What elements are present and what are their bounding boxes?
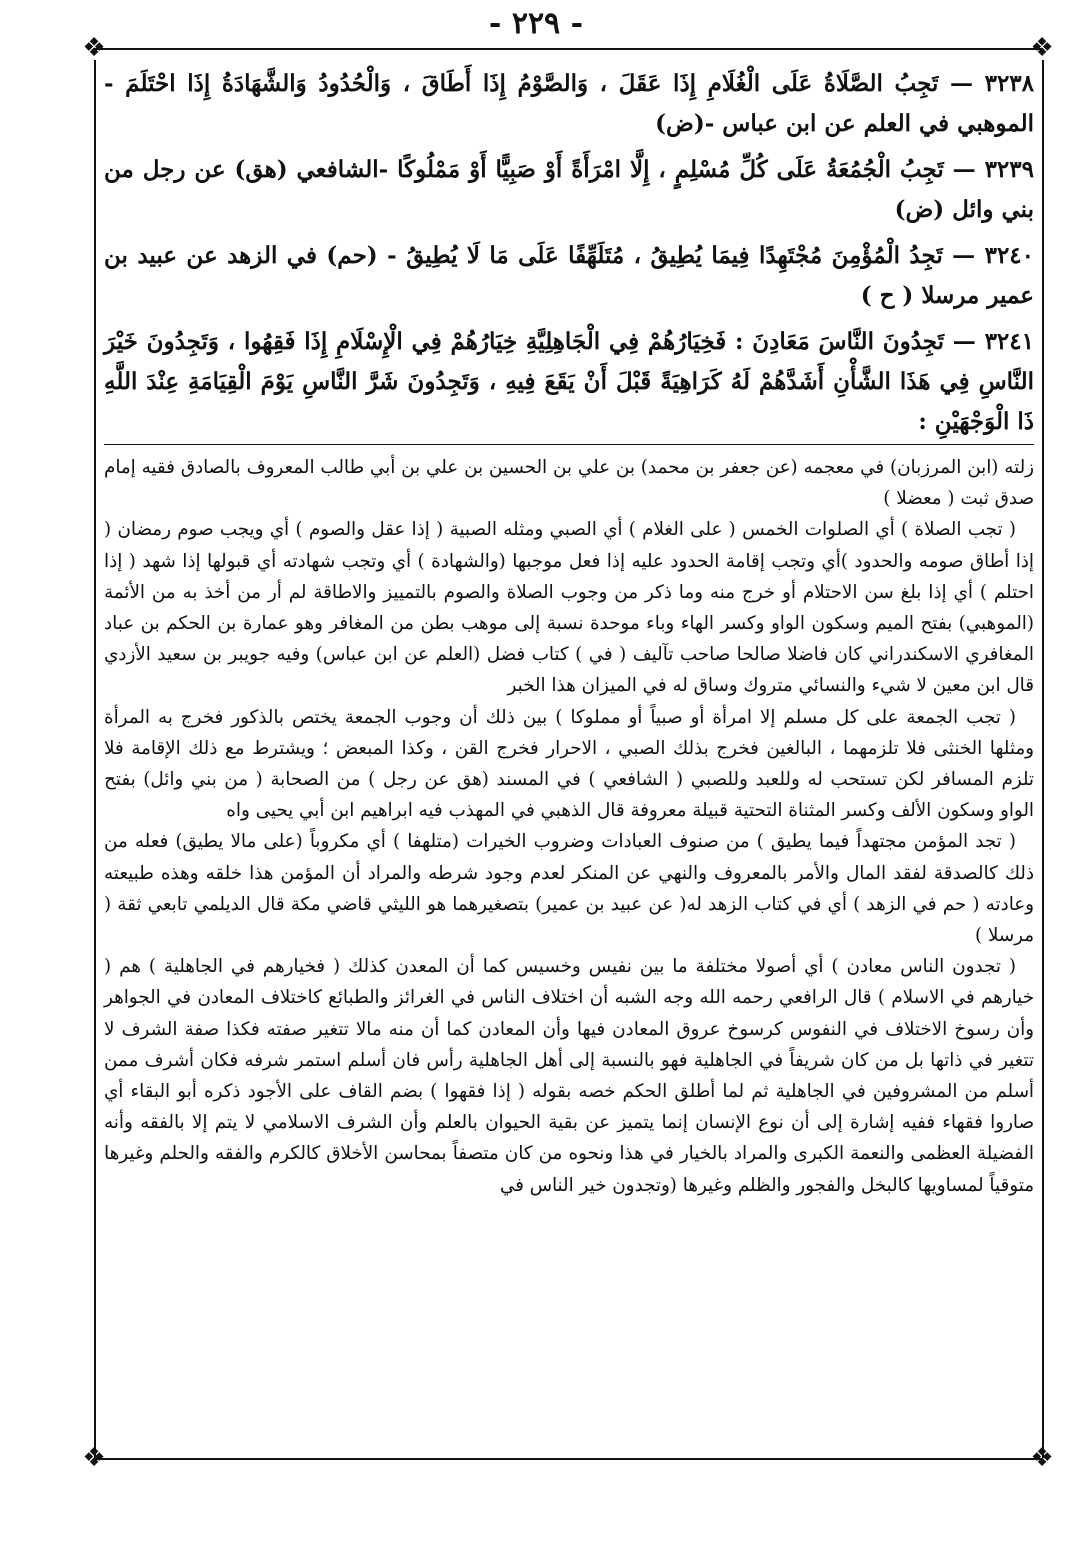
hadith-text: — تَجِبُ الصَّلَاةُ عَلَى الْغُلَامِ إِذَا عَقَلَ ، وَالصَّوْمُ إِذَا أَطَاقَ ، وَالْحُدُودُ وَالشَّهَادَةُ إِذَا احْتَلَمَ - الموهبي في العلم عن ابن عباس -(ض)	[104, 70, 1034, 137]
frame-top-border	[94, 48, 1042, 50]
frame-left-border	[94, 60, 96, 1458]
hadith-entry	[104, 64, 1034, 144]
section-divider	[104, 444, 1034, 445]
hadith-number: ٣٢٣٨	[984, 70, 1035, 97]
commentary-paragraph: ( تجدون الناس معادن ) أي أصولا مختلفة ما بين نفيس وخسيس كما أن المعدن كذلك ( فخيارهم في الجاهلية ) هم ( خيارهم في الاسلام ) قال الرافعي رحمه الله وجه الشبه أن اختلاف الناس في الغرائز والطبائع كاختلاف المعادن في الجواهر وأن رسوخ الاختلاف في النفوس كرسوخ عروق المعادن فيها وأن المعادن كما أن منه مالا تتغير صفته فكذا صفة الشرف لا تتغير في ذاتها بل من كان شريفاً في الجاهلية فهو بالنسبة إلى أهل الجاهلية رأس فان أسلم استمر شرفه فكان أشرف ممن أسلم من المشروفين في الجاهلية ثم لما أطلق الحكم خصه بقوله ( إذا فقهوا ) بضم القاف على الأجود ذكره أبو البقاء أي صاروا فقهاء ففيه إشارة إلى أن نوع الإنسان إنما يتميز عن بقية الحيوان بالعلم وأن الشرف الاسلامي لا يتم إلا بالفقه وأنه الفضيلة العظمى والنعمة الكبرى والمراد بالخيار في هذا ونحوه من كان متصفاً بمحاسن الأخلاق كالكرم والفقه والحلم وغيرها متوقياً لمساويها كالبخل والفجور والظلم وغيرها (وتجدون خير الناس في	[104, 956, 1034, 1196]
commentary-paragraph: ( تجب الصلاة ) أي الصلوات الخمس ( على الغلام ) أي الصبي ومثله الصبية ( إذا عقل والصوم ) أي ويجب صوم رمضان ( إذا أطاق صومه والحدود )أي وتجب إقامة الحدود عليه إذا فعل موجبها (والشهادة ) أي وتجب شهادته أي قبولها إذا شهد ( إذا احتلم ) أي إذا بلغ سن الاحتلام أو خرج منه وما ذكر من وجوب الصلاة والصوم بالتمييز والاطاقة لم أر من أخذ به من الأئمة (الموهبي) بفتح الميم وسكون الواو وكسر الهاء وباء موحدة نسبة إلى موهب بطن من المغافر وهو عمارة بن الحكم بن عباد المغافري الاسكندراني كان فاضلا صالحا صاحب تآليف ( في ) كتاب فضل (العلم عن ابن عباس) وفيه جويبر بن سعيد الأزدي قال ابن معين لا شيء والنسائي متروك وساق له في الميزان هذا الخبر	[104, 519, 1034, 697]
hadith-number: ٣٢٤١	[984, 328, 1034, 355]
frame-right-border	[1042, 60, 1044, 1458]
corner-ornament-icon: ❖	[1030, 1443, 1054, 1473]
hadith-text: — تَجِبُ الْجُمُعَةُ عَلَى كُلِّ مُسْلِمٍ ، إِلَّا امْرَأَةً أَوْ صَبِيًّا أَوْ مَمْلُوكًا -الشافعي (هق) عن رجل من بني وائل (ض)	[104, 156, 1034, 223]
hadith-text: — تَجِدُ الْمُؤْمِنَ مُجْتَهِدًا فِيمَا يُطِيقُ ، مُتَلَهِّفًا عَلَى مَا لَا يُطِيقُ - (حم) في الزهد عن عبيد بن عمير مرسلا ( ح )	[104, 242, 1034, 309]
frame-bottom-border	[94, 1458, 1042, 1460]
hadith-entry	[104, 150, 1034, 230]
hadith-number: ٣٢٤٠	[984, 242, 1035, 269]
corner-ornament-icon: ❖	[82, 1443, 106, 1473]
hadith-section	[104, 64, 1034, 440]
hadith-entry	[104, 322, 1034, 442]
commentary-section	[104, 452, 1034, 1452]
hadith-number: ٣٢٣٩	[984, 156, 1034, 183]
commentary-paragraph: ( تجد المؤمن مجتهداً فيما يطيق ) من صنوف العبادات وضروب الخيرات (متلهفا ) أي مكروباً (على مالا يطيق) فعله من ذلك كالصدقة لفقد المال والأمر بالمعروف والنهي عن المنكر لعدم وجود شرطه والمراد أن المؤمن هذا خلقه وهذه طبيعته وعادته ( حم في الزهد ) أي في كتاب الزهد له( عن عبيد بن عمير) بتصغيرهما هو الليثي قاضي مكة قال الديلمي تابعي ثقة ( مرسلا )	[104, 831, 1034, 947]
commentary-paragraph: زلته (ابن المرزبان) في معجمه (عن جعفر بن محمد) بن علي بن الحسين بن علي بن أبي طالب المعروف بالصادق فقيه إمام صدق ثبت ( معضلا )	[104, 457, 1034, 510]
hadith-text: — تَجِدُونَ النَّاسَ مَعَادِنَ : فَخِيَارُهُمْ فِي الْجَاهِلِيَّةِ خِيَارُهُمْ فِي الْإِسْلَامِ إِذَا فَقِهُوا ، وَتَجِدُونَ خَيْرَ النَّاسِ فِي هَذَا الشَّأْنِ أَشَدَّهُمْ لَهُ كَرَاهِيَةً قَبْلَ أَنْ يَقَعَ فِيهِ ، وَتَجِدُونَ شَرَّ النَّاسِ يَوْمَ الْقِيَامَةِ عِنْدَ اللَّهِ ذَا الْوَجْهَيْنِ :	[104, 328, 1034, 435]
corner-ornament-icon: ❖	[82, 33, 106, 63]
hadith-entry	[104, 236, 1034, 316]
corner-ornament-icon: ❖	[1030, 33, 1054, 63]
commentary-paragraph: ( تجب الجمعة على كل مسلم إلا امرأة أو صبياً أو مملوكا ) بين ذلك أن وجوب الجمعة يختص بالذكور فخرج به المرأة ومثلها الخنثى فلا تلزمهما ، البالغين فخرج بذلك الصبي ، الاحرار فخرج القن ، وكذا المبعض ؛ ويشترط مع ذلك الإقامة فلا تلزم المسافر لكن تستحب له وللعبد وللصبي ( الشافعي ) في المسند (هق عن رجل ) من الصحابة ( من بني وائل) بفتح الواو وسكون الألف وكسر المثناة التحتية قبيلة معروفة قال الذهبي في المهذب فيه ابراهيم ابن أبي يحيى واه	[104, 706, 1034, 822]
page-number: - ٢٢٩ -	[488, 6, 584, 41]
